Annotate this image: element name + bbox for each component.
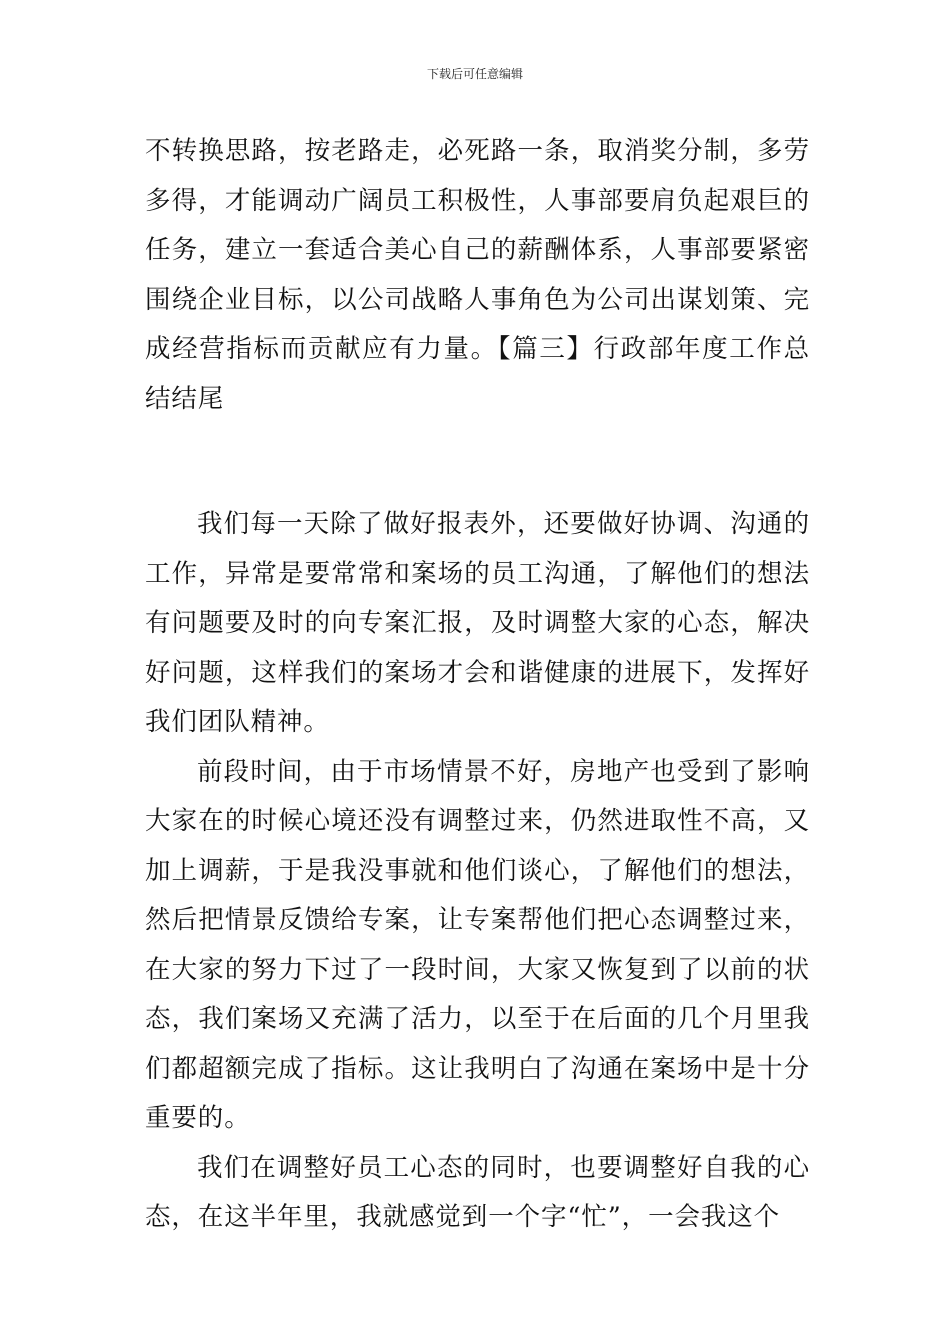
paragraph-1: 不转换思路，按老路走，必死路一条，取消奖分制，多劳多得，才能调动广阔员工积极性，人事部要肩负起艰巨的任务，建立一套适合美心自己的薪酬体系，人事部要紧密围绕企业目标，以公司战略人事角色为公司出谋划策、完成经营指标而贡献应有力量。【篇三】行政部年度工作总结结尾 (145, 136, 810, 414)
page-header-note: 下载后可任意编辑 (426, 67, 523, 81)
paragraph-4: 我们在调整好员工心态的同时，也要调整好自我的心态，在这半年里，我就感觉到一个字“忙”，一会我这个 (145, 1152, 810, 1232)
paragraph-spacer (145, 424, 810, 500)
paragraph-3: 前段时间，由于市场情景不好，房地产也受到了影响大家在的时候心境还没有调整过来，仍然进取性不高，又加上调薪，于是我没事就和他们谈心，了解他们的想法，然后把情景反馈给专案，让专案帮他们把心态调整过来，在大家的努力下过了一段时间，大家又恢复到了以前的状态，我们案场又充满了活力，以至于在后面的几个月里我们都超额完成了指标。这让我明白了沟通在案场中是十分重要的。 (145, 756, 810, 1133)
document-body (145, 127, 810, 1243)
paragraph-2: 我们每一天除了做好报表外，还要做好协调、沟通的工作，异常是要常常和案场的员工沟通，了解他们的想法有问题要及时的向专案汇报，及时调整大家的心态，解决好问题，这样我们的案场才会和谐健康的进展下，发挥好我们团队精神。 (145, 509, 810, 737)
